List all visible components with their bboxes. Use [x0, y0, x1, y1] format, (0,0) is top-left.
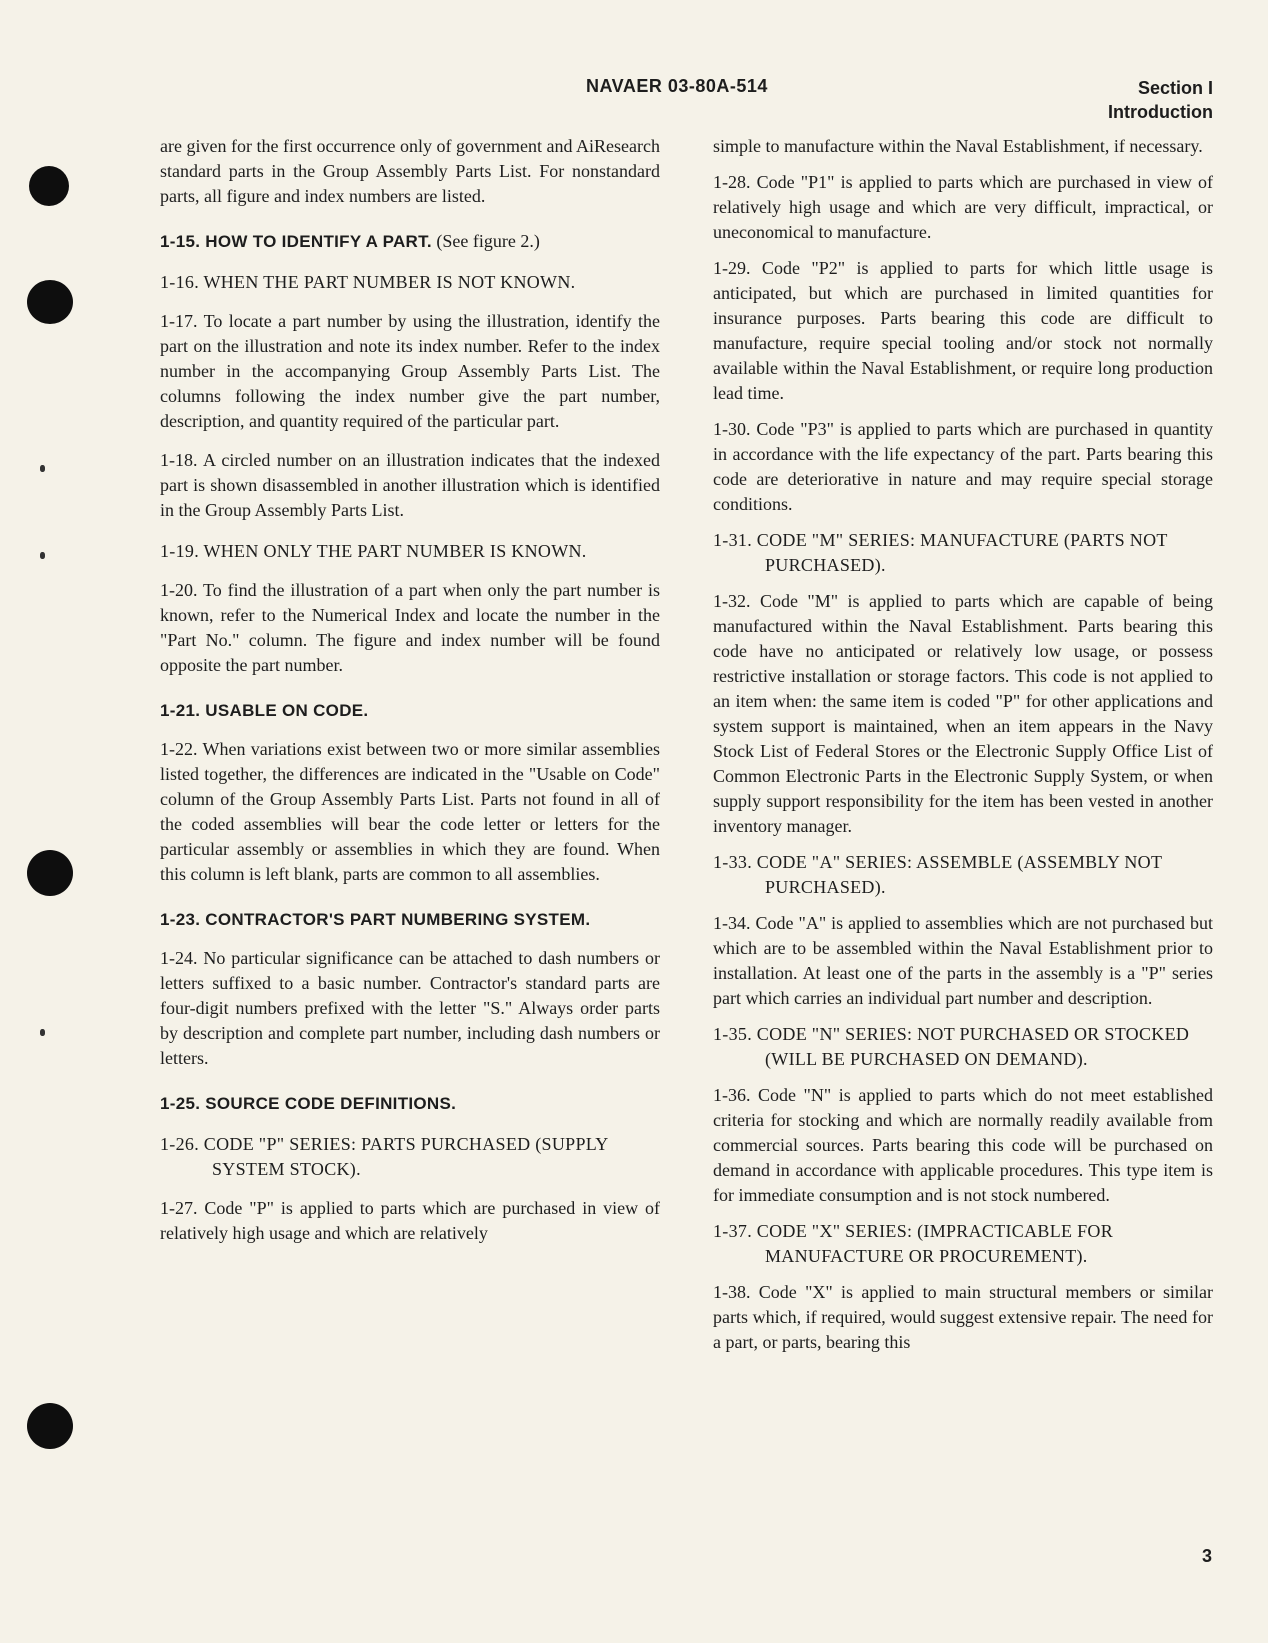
paragraph: 1-30. Code "P3" is applied to parts which are purchased in quantity in accordance with the life expectancy of the part. Parts bearing this code are deteriorative in nature and may require special storage conditions. — [713, 419, 1213, 514]
heading-text: 1-21. USABLE ON CODE. — [160, 701, 369, 720]
section-title: Introduction — [1108, 102, 1213, 122]
subsection-heading: 1-37. CODE "X" SERIES: (IMPRACTICABLE FOR MANUFACTURE OR PROCUREMENT). — [713, 1221, 1114, 1266]
paragraph: 1-29. Code "P2" is applied to parts for which little usage is anticipated, but which are purchased in limited quantities for insurance purposes. Parts bearing this code are difficult to manufacture, require special tooling and/or stock not normally available within the Naval Establishment, or require long production lead time. — [713, 258, 1213, 403]
page-number: 3 — [1201, 1546, 1212, 1566]
paragraph: 1-28. Code "P1" is applied to parts which are purchased in view of relatively high usage and which are very difficult, impractical, or uneconomical to manufacture. — [713, 172, 1213, 242]
subsection-heading: 1-31. CODE "M" SERIES: MANUFACTURE (PARTS NOT PURCHASED). — [713, 530, 1168, 575]
right-column — [713, 134, 1213, 1355]
section-heading — [160, 698, 660, 723]
subsection-heading: 1-19. WHEN ONLY THE PART NUMBER IS KNOWN. — [160, 541, 587, 561]
binder-hole-2 — [27, 280, 73, 324]
paragraph: 1-18. A circled number on an illustration indicates that the indexed part is shown disassembled in another illustration which is identified in the Group Assembly Parts List. — [160, 450, 660, 520]
margin-mark — [40, 1029, 45, 1036]
paragraph: 1-34. Code "A" is applied to assemblies which are not purchased but which are to be assembled within the Naval Establishment prior to installation. At least one of the parts in the assembly is a "P" series part which carries an individual part number and description. — [713, 913, 1213, 1008]
section-heading — [160, 1091, 660, 1116]
paragraph: 1-20. To find the illustration of a part when only the part number is known, refer to the Numerical Index and locate the number in the "Part No." column. The figure and index number will be found opposite the part number. — [160, 580, 660, 675]
binder-hole-3 — [27, 850, 73, 896]
subsection-heading: 1-16. WHEN THE PART NUMBER IS NOT KNOWN. — [160, 272, 576, 292]
heading-text: 1-15. HOW TO IDENTIFY A PART. — [160, 232, 432, 251]
section-label: Section I — [1137, 78, 1213, 98]
section-heading — [160, 229, 660, 254]
margin-mark — [40, 465, 45, 472]
heading-reference: (See figure 2.) — [431, 231, 540, 251]
section-header — [1108, 76, 1213, 124]
heading-text: 1-23. CONTRACTOR'S PART NUMBERING SYSTEM. — [160, 910, 591, 929]
binder-hole-1 — [29, 166, 69, 206]
section-heading — [160, 907, 660, 932]
document-number: NAVAER 03-80A-514 — [586, 76, 768, 96]
paragraph: 1-36. Code "N" is applied to parts which do not meet established criteria for stocking and which are normally readily available from commercial sources. Parts bearing this code will be purchased on demand in accordance with applicable procedures. This type item is for immediate consumption and is not stock numbered. — [713, 1085, 1213, 1205]
paragraph: 1-17. To locate a part number by using the illustration, identify the part on the illustration and note its index number. Refer to the index number in the accompanying Group Assembly Parts List. The columns following the index number give the part number, description, and quantity required of the particular part. — [160, 311, 660, 431]
subsection-heading: 1-33. CODE "A" SERIES: ASSEMBLE (ASSEMBLY NOT PURCHASED). — [713, 852, 1162, 897]
paragraph: simple to manufacture within the Naval Establishment, if necessary. — [713, 136, 1203, 156]
subsection-heading: 1-35. CODE "N" SERIES: NOT PURCHASED OR STOCKED (WILL BE PURCHASED ON DEMAND). — [713, 1024, 1190, 1069]
left-column — [160, 134, 660, 1246]
paragraph: 1-24. No particular significance can be attached to dash numbers or letters suffixed to a basic number. Contractor's standard parts are four-digit numbers prefixed with the letter "S." Always order parts by description and complete part number, including dash numbers or letters. — [160, 948, 660, 1068]
paragraph: 1-27. Code "P" is applied to parts which are purchased in view of relatively high usage and which are relatively — [160, 1198, 660, 1243]
subsection-heading: 1-26. CODE "P" SERIES: PARTS PURCHASED (SUPPLY SYSTEM STOCK). — [160, 1134, 608, 1179]
paragraph: 1-32. Code "M" is applied to parts which are capable of being manufactured within the Naval Establishment. Parts bearing this code have no anticipated or relatively low usage, or possess restrictive installation or storage factors. This code is not applied to an item when: the same item is coded "P" for other applications and system support is maintained, when an item appears in the Navy Stock List of Federal Stores or the Electronic Supply Office List of Common Electronic Parts in the Electronic Supply System, or when supply support responsibility for the item has been vested in another inventory manager. — [713, 591, 1213, 836]
heading-text: 1-25. SOURCE CODE DEFINITIONS. — [160, 1094, 457, 1113]
binder-hole-4 — [27, 1403, 73, 1449]
paragraph: 1-38. Code "X" is applied to main structural members or similar parts which, if required, would suggest extensive repair. The need for a part, or parts, bearing this — [713, 1282, 1213, 1352]
paragraph: are given for the first occurrence only of government and AiResearch standard parts in the Group Assembly Parts List. For nonstandard parts, all figure and index numbers are listed. — [160, 136, 660, 206]
margin-mark — [40, 552, 45, 559]
paragraph: 1-22. When variations exist between two or more similar assemblies listed together, the differences are indicated in the "Usable on Code" column of the Group Assembly Parts List. Parts not found in all of the coded assemblies will bear the code letter or letters for the particular assembly or assemblies in which they are found. When this column is left blank, parts are common to all assemblies. — [160, 739, 660, 884]
